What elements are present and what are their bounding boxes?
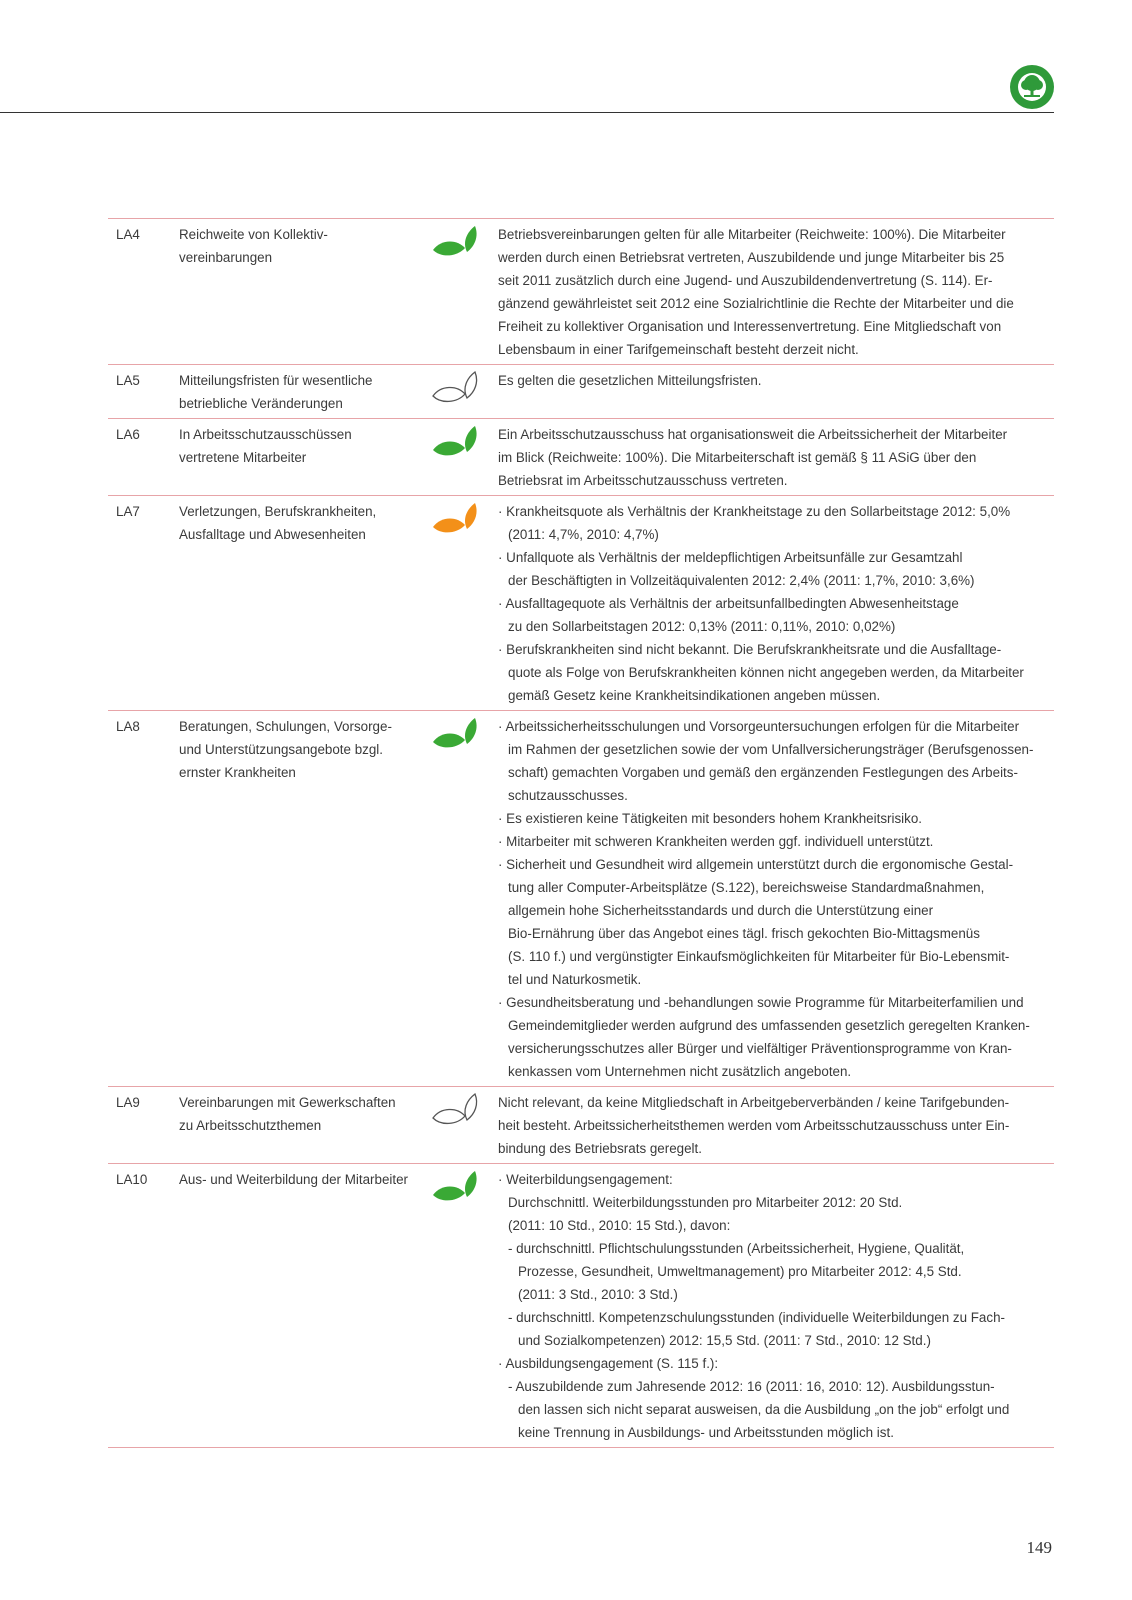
description-line: und Sozialkompetenzen) 2012: 15,5 Std. (2011: 7 Std., 2010: 12 Std.) — [518, 1333, 931, 1348]
indicator-description — [498, 1091, 1054, 1160]
indicator-code: LA10 — [116, 1172, 148, 1187]
table-row — [108, 496, 1054, 711]
indicator-description — [498, 715, 1054, 1083]
topic-line: Reichweite von Kollektiv- — [179, 227, 328, 242]
description-line: Freiheit zu kollektiver Organisation und Interessenvertretung. Eine Mitgliedschaft von — [498, 319, 1002, 334]
description-line: Ein Arbeitsschutzausschuss hat organisationsweit die Arbeitssicherheit der Mitarbeiter — [498, 427, 1008, 442]
description-line: keine Trennung in Ausbildungs- und Arbeitsstunden möglich ist. — [518, 1425, 894, 1440]
indicator-code: LA7 — [116, 504, 140, 519]
indicator-description — [498, 423, 1054, 492]
table-row — [108, 1087, 1054, 1164]
description-line: heit besteht. Arbeitssicherheitsthemen werden vom Arbeitsschutzausschuss unter Ein- — [498, 1118, 1010, 1133]
description-line: den lassen sich nicht separat ausweisen, da die Ausbildung „on the job“ erfolgt und — [518, 1402, 1010, 1417]
leaf-full-icon — [431, 715, 498, 1083]
leaf-full-icon — [431, 1168, 498, 1444]
table-row — [108, 419, 1054, 496]
topic-line: Verletzungen, Berufskrankheiten, — [179, 504, 377, 519]
indicator-code: LA4 — [116, 227, 140, 242]
table-row — [108, 711, 1054, 1087]
topic-line: vereinbarungen — [179, 250, 273, 265]
table-row — [108, 219, 1054, 365]
topic-line: und Unterstützungsangebote bzgl. — [179, 742, 383, 757]
topic-line: Vereinbarungen mit Gewerkschaften — [179, 1095, 396, 1110]
description-line: · Arbeitssicherheitsschulungen und Vorsorgeuntersuchungen erfolgen für die Mitarbeiter — [498, 719, 1020, 734]
description-line: der Beschäftigten in Vollzeitäquivalenten 2012: 2,4% (2011: 1,7%, 2010: 3,6%) — [508, 573, 975, 588]
description-line: allgemein hohe Sicherheitsstandards und durch die Unterstützung einer — [508, 903, 934, 918]
description-line: Nicht relevant, da keine Mitgliedschaft in Arbeitgeberverbänden / keine Tarifgebunden- — [498, 1095, 1010, 1110]
topic-line: zu Arbeitsschutzthemen — [179, 1118, 322, 1133]
page-number: 149 — [1026, 1538, 1052, 1557]
indicator-code: LA8 — [116, 719, 140, 734]
description-line: im Blick (Reichweite: 100%). Die Mitarbeiterschaft ist gemäß § 11 ASiG über den — [498, 450, 977, 465]
description-line: (2011: 3 Std., 2010: 3 Std.) — [518, 1287, 678, 1302]
description-line: zu den Sollarbeitstagen 2012: 0,13% (2011: 0,11%, 2010: 0,02%) — [508, 619, 896, 634]
description-line: Prozesse, Gesundheit, Umweltmanagement) pro Mitarbeiter 2012: 4,5 Std. — [518, 1264, 962, 1279]
description-line: Bio-Ernährung über das Angebot eines tägl. frisch gekochten Bio-Mittagsmenüs — [508, 926, 980, 941]
description-line: · Gesundheitsberatung und -behandlungen sowie Programme für Mitarbeiterfamilien und — [498, 995, 1024, 1010]
topic-line: betriebliche Veränderungen — [179, 396, 343, 411]
description-line: Es gelten die gesetzlichen Mitteilungsfristen. — [498, 373, 762, 388]
header-rule — [0, 112, 1054, 113]
indicator-topic — [179, 1168, 431, 1444]
indicator-table — [108, 218, 1054, 1448]
description-line: · Unfallquote als Verhältnis der meldepflichtigen Arbeitsunfälle zur Gesamtzahl — [498, 550, 963, 565]
description-line: · Mitarbeiter mit schweren Krankheiten werden ggf. individuell unterstützt. — [498, 834, 934, 849]
topic-line: Ausfalltage und Abwesenheiten — [179, 527, 366, 542]
description-line: seit 2011 zusätzlich durch eine Jugend- und Auszubildendenvertretung (S. 114). Er- — [498, 273, 993, 288]
description-line: werden durch einen Betriebsrat vertreten, Auszubildende und junge Mitarbeiter bis 25 — [498, 250, 1005, 265]
table-row — [108, 1164, 1054, 1448]
description-line: gänzend gewährleistet seit 2012 eine Sozialrichtlinie die Rechte der Mitarbeiter und die — [498, 296, 1014, 311]
topic-line: vertretene Mitarbeiter — [179, 450, 307, 465]
indicator-topic — [179, 423, 431, 492]
leaf-full-icon — [431, 223, 498, 361]
description-line: - Auszubildende zum Jahresende 2012: 16 (2011: 16, 2010: 12). Ausbildungsstun- — [508, 1379, 995, 1394]
description-line: gemäß Gesetz keine Krankheitsindikationen angeben müssen. — [508, 688, 881, 703]
table-row — [108, 365, 1054, 419]
description-line: (S. 110 f.) und vergünstigter Einkaufsmöglichkeiten für Mitarbeiter für Bio-Lebensmit- — [508, 949, 1010, 964]
description-line: schaft) gemachten Vorgaben und gemäß den ergänzenden Festlegungen des Arbeits- — [508, 765, 1018, 780]
indicator-code: LA5 — [116, 373, 140, 388]
description-line: bindung des Betriebsrats geregelt. — [498, 1141, 702, 1156]
indicator-description — [498, 223, 1054, 361]
topic-line: ernster Krankheiten — [179, 765, 296, 780]
tree-logo-icon — [1009, 64, 1055, 110]
indicator-code: LA6 — [116, 427, 140, 442]
description-line: Betriebsvereinbarungen gelten für alle Mitarbeiter (Reichweite: 100%). Die Mitarbeiter — [498, 227, 1006, 242]
indicator-description — [498, 1168, 1054, 1444]
indicator-topic — [179, 500, 431, 707]
description-line: Betriebsrat im Arbeitsschutzausschuss vertreten. — [498, 473, 788, 488]
description-line: · Berufskrankheiten sind nicht bekannt. Die Berufskrankheitsrate und die Ausfalltage- — [498, 642, 1002, 657]
topic-line: Beratungen, Schulungen, Vorsorge- — [179, 719, 392, 734]
indicator-topic — [179, 715, 431, 1083]
topic-line: In Arbeitsschutzausschüssen — [179, 427, 352, 442]
indicator-topic — [179, 369, 431, 415]
description-line: · Ausfalltagequote als Verhältnis der arbeitsunfallbedingten Abwesenheitstage — [498, 596, 959, 611]
indicator-description — [498, 369, 1054, 415]
description-line: quote als Folge von Berufskrankheiten können nicht angegeben werden, da Mitarbeiter — [508, 665, 1024, 680]
description-line: · Es existieren keine Tätigkeiten mit besonders hohem Krankheitsrisiko. — [498, 811, 922, 826]
leaf-outline-icon — [431, 1091, 498, 1160]
description-line: kenkassen vom Unternehmen nicht zusätzlich angeboten. — [508, 1064, 852, 1079]
indicator-description — [498, 500, 1054, 707]
description-line: versicherungsschutzes aller Bürger und vielfältiger Präventionsprogramme von Kran- — [508, 1041, 1012, 1056]
description-line: (2011: 10 Std., 2010: 15 Std.), davon: — [508, 1218, 731, 1233]
topic-line: Aus- und Weiterbildung der Mitarbeiter — [179, 1172, 408, 1187]
description-line: Lebensbaum in einer Tarifgemeinschaft besteht derzeit nicht. — [498, 342, 859, 357]
description-line: · Sicherheit und Gesundheit wird allgemein unterstützt durch die ergonomische Gestal- — [498, 857, 1014, 872]
description-line: · Krankheitsquote als Verhältnis der Krankheitstage zu den Sollarbeitstage 2012: 5,0% — [498, 504, 1011, 519]
leaf-full-icon — [431, 423, 498, 492]
description-line: - durchschnittl. Pflichtschulungsstunden (Arbeitssicherheit, Hygiene, Qualität, — [508, 1241, 965, 1256]
description-line: schutzausschusses. — [508, 788, 628, 803]
indicator-topic — [179, 223, 431, 361]
description-line: tel und Naturkosmetik. — [508, 972, 642, 987]
description-line: · Weiterbildungsengagement: — [498, 1172, 673, 1187]
indicator-code: LA9 — [116, 1095, 140, 1110]
description-line: tung aller Computer-Arbeitsplätze (S.122), bereichsweise Standardmaßnahmen, — [508, 880, 985, 895]
indicator-topic — [179, 1091, 431, 1160]
leaf-partial-icon — [431, 500, 498, 707]
description-line: · Ausbildungsengagement (S. 115 f.): — [498, 1356, 719, 1371]
leaf-outline-icon — [431, 369, 498, 415]
topic-line: Mitteilungsfristen für wesentliche — [179, 373, 373, 388]
description-line: - durchschnittl. Kompetenzschulungsstunden (individuelle Weiterbildungen zu Fach- — [508, 1310, 1005, 1325]
description-line: (2011: 4,7%, 2010: 4,7%) — [508, 527, 659, 542]
description-line: Gemeindemitglieder werden aufgrund des umfassenden gesetzlich geregelten Kranken- — [508, 1018, 1030, 1033]
description-line: Durchschnittl. Weiterbildungsstunden pro Mitarbeiter 2012: 20 Std. — [508, 1195, 903, 1210]
description-line: im Rahmen der gesetzlichen sowie der vom Unfallversicherungsträger (Berufsgenossen- — [508, 742, 1034, 757]
